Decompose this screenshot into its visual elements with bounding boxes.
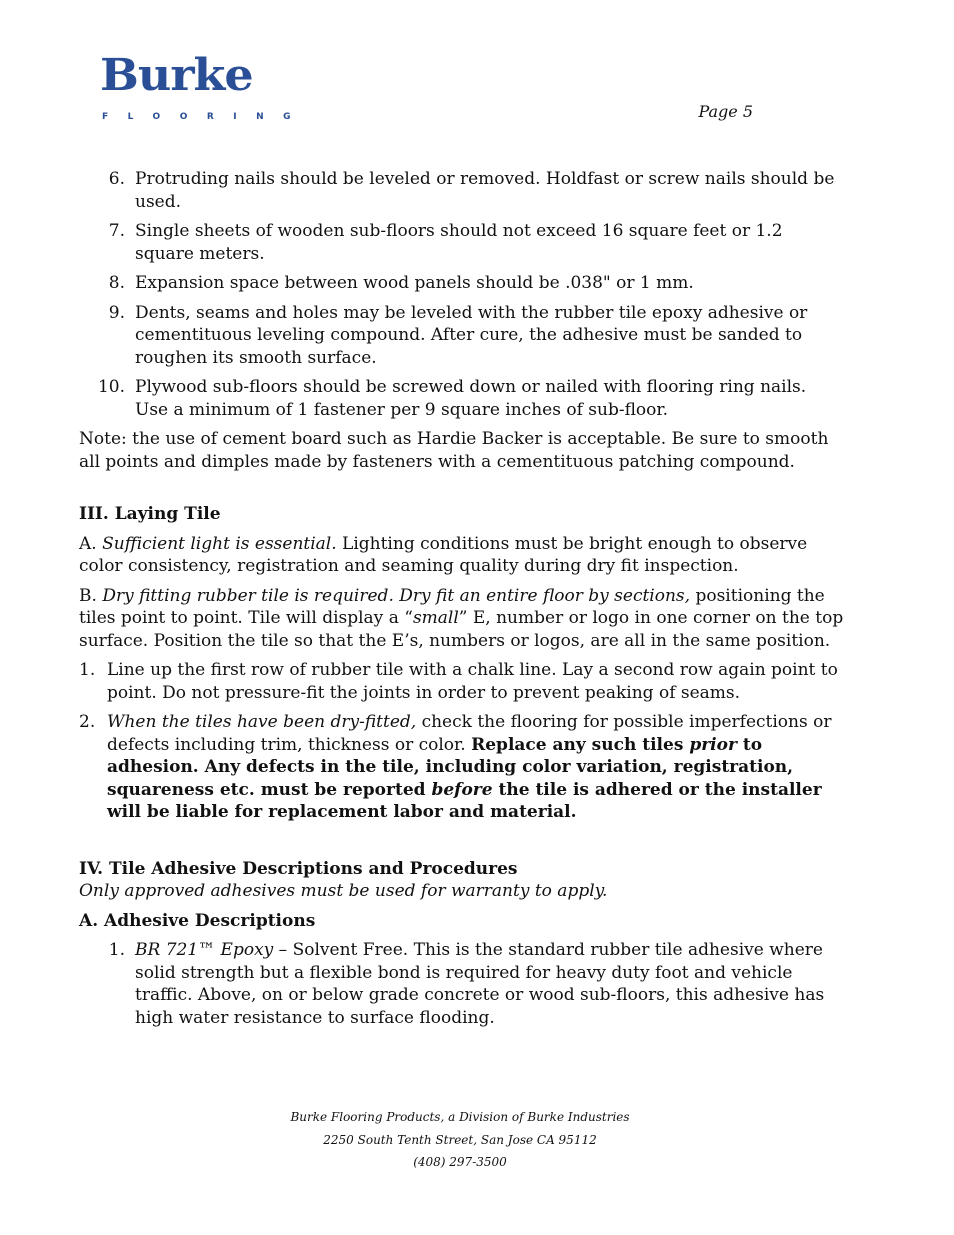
page-number: Page 5 (698, 102, 753, 121)
section-4-heading: IV. Tile Adhesive Descriptions and Procedures (79, 858, 518, 879)
logo-subtitle: FLOORING (102, 112, 311, 122)
adhesive-list (79, 939, 844, 1029)
list-item: 8. Expansion space between wood panels should be .038" or 1 mm. (108, 273, 694, 293)
document-body (79, 168, 844, 1036)
laying-steps-list (79, 659, 844, 824)
footer-company: Burke Flooring Products, a Division of Burke Industries (290, 1110, 630, 1124)
page-footer (0, 1106, 920, 1174)
subfloor-list (79, 168, 844, 421)
list-item: 10. Plywood sub-floors should be screwed down or nailed with flooring ring nails. Use a minimum of 1 fastener per 9 square inches of sub-floor. (97, 377, 807, 420)
section-4-subline: Only approved adhesives must be used for warranty to apply. (79, 881, 608, 901)
list-item: 9. Dents, seams and holes may be leveled with the rubber tile epoxy adhesive or cementituous leveling compound. After cure, the adhesive must be sanded to roughen its smooth surface. (108, 302, 808, 368)
list-item: 1. Line up the first row of rubber tile with a chalk line. Lay a second row again point to point. Do not pressure-fit the joints in order to prevent peaking of seams. (79, 660, 838, 703)
footer-phone: (408) 297-3500 (413, 1155, 507, 1169)
list-item: 6. Protruding nails should be leveled or removed. Holdfast or screw nails should be used. (108, 169, 835, 212)
paragraph-b: B. Dry fitting rubber tile is required. Dry fit an entire floor by sections, positioning the tiles point to point. Tile will display a “small” E, number or logo in one corner on the top surface. Position the tile so that the E’s, numbers or logos, are all in the same position. (79, 585, 844, 651)
logo-wordmark: Burke (100, 49, 253, 101)
adhesive-descriptions-heading: A. Adhesive Descriptions (79, 910, 316, 931)
note-paragraph: Note: the use of cement board such as Hardie Backer is acceptable. Be sure to smooth all points and dimples made by fasteners with a cementituous patching compound. (79, 429, 829, 472)
list-item: 1. BR 721™ Epoxy – Solvent Free. This is the standard rubber tile adhesive where solid strength but a flexible bond is required for heavy duty foot and vehicle traffic. Above, on or below grade concrete or wood sub-floors, this adhesive has high water resistance to surface flooding. (108, 940, 825, 1028)
list-item: 7. Single sheets of wooden sub-floors should not exceed 16 square feet or 1.2 square meters. (108, 221, 783, 264)
footer-address: 2250 South Tenth Street, San Jose CA 95112 (323, 1132, 597, 1147)
burke-flooring-logo (100, 49, 311, 122)
section-3-heading: III. Laying Tile (79, 504, 221, 524)
list-item: 2. When the tiles have been dry-fitted, check the flooring for possible imperfections or defects including trim, thickness or color. Replace any such tiles prior to adhesion. Any defects in the tile, including color variation, registration, squareness etc. must be reported before the tile is adhered or the installer will be liable for replacement labor and material. (79, 712, 832, 822)
paragraph-a: A. Sufficient light is essential. Lighting conditions must be bright enough to observe color consistency, registration and seaming quality during dry fit inspection. (79, 533, 808, 576)
